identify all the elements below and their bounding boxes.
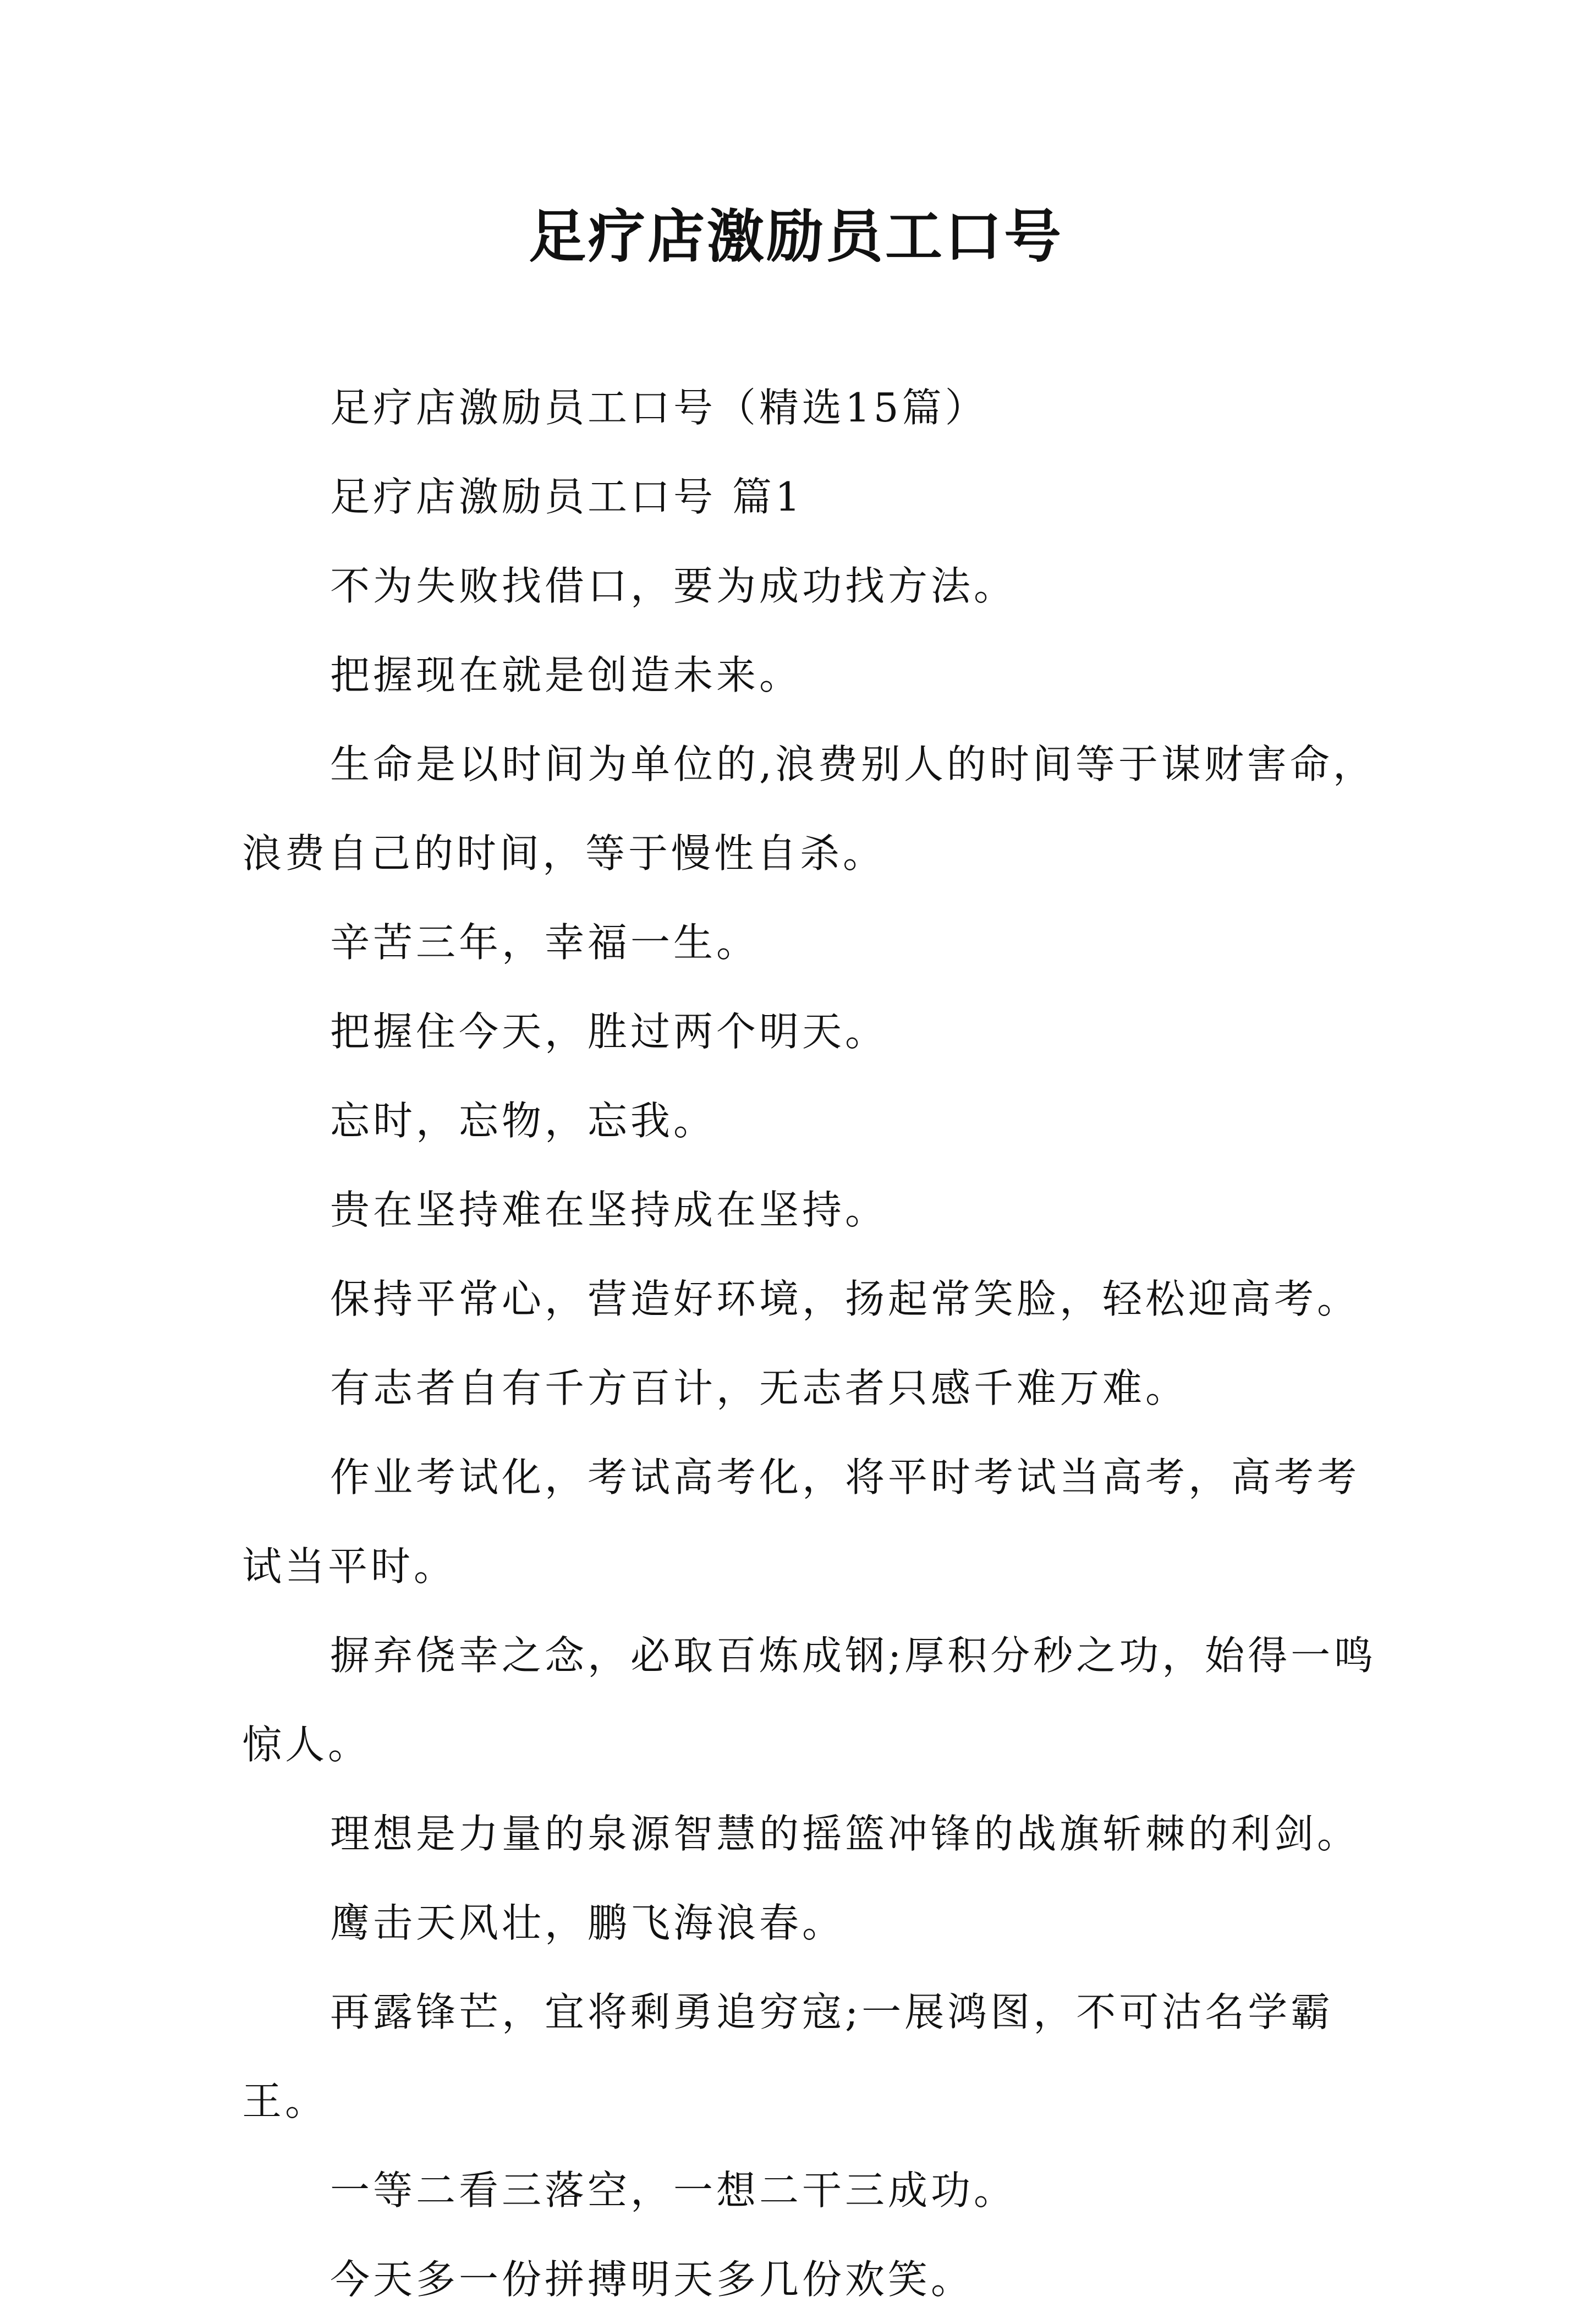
slogan-paragraph: 把握现在就是创造未来。 <box>330 652 803 698</box>
slogan-paragraph: 再露锋芒，宜将剩勇追穷寇;一展鸿图，不可沽名学霸王。 <box>242 1989 1334 2124</box>
slogan-paragraph: 摒弃侥幸之念，必取百炼成钢;厚积分秒之功，始得一鸣惊人。 <box>242 1632 1377 1768</box>
slogan-paragraph: 不为失败找借口，要为成功找方法。 <box>330 563 1017 609</box>
document-title: 足疗店激励员工口号 <box>528 202 1063 270</box>
slogan-paragraph: 有志者自有千方百计，无志者只感千难万难。 <box>330 1365 1189 1411</box>
slogan-paragraph: 今天多一份拼搏明天多几份欢笑。 <box>330 2256 974 2303</box>
document-body <box>242 363 1397 2324</box>
slogan-paragraph: 把握住今天，胜过两个明天。 <box>330 1008 888 1055</box>
slogan-paragraph: 作业考试化，考试高考化，将平时考试当高考，高考考试当平时。 <box>242 1454 1360 1589</box>
section-heading: 足疗店激励员工口号 篇1 <box>330 474 804 520</box>
slogan-paragraph: 辛苦三年，幸福一生。 <box>330 919 760 966</box>
slogan-paragraph: 保持平常心，营造好环境，扬起常笑脸，轻松迎高考。 <box>330 1276 1360 1322</box>
slogan-paragraph: 忘时，忘物，忘我。 <box>330 1098 717 1144</box>
slogan-paragraph: 贵在坚持难在坚持成在坚持。 <box>330 1187 888 1233</box>
slogan-paragraph: 鹰击天风壮，鹏飞海浪春。 <box>330 1900 846 1946</box>
slogan-paragraph: 一等二看三落空，一想二干三成功。 <box>330 2167 1017 2213</box>
slogan-paragraph: 生命是以时间为单位的,浪费别人的时间等于谋财害命，浪费自己的时间，等于慢性自杀。 <box>242 741 1376 876</box>
subtitle-paragraph: 足疗店激励员工口号（精选15篇） <box>330 385 988 431</box>
slogan-paragraph: 理想是力量的泉源智慧的摇篮冲锋的战旗斩棘的利剑。 <box>330 1811 1360 1857</box>
